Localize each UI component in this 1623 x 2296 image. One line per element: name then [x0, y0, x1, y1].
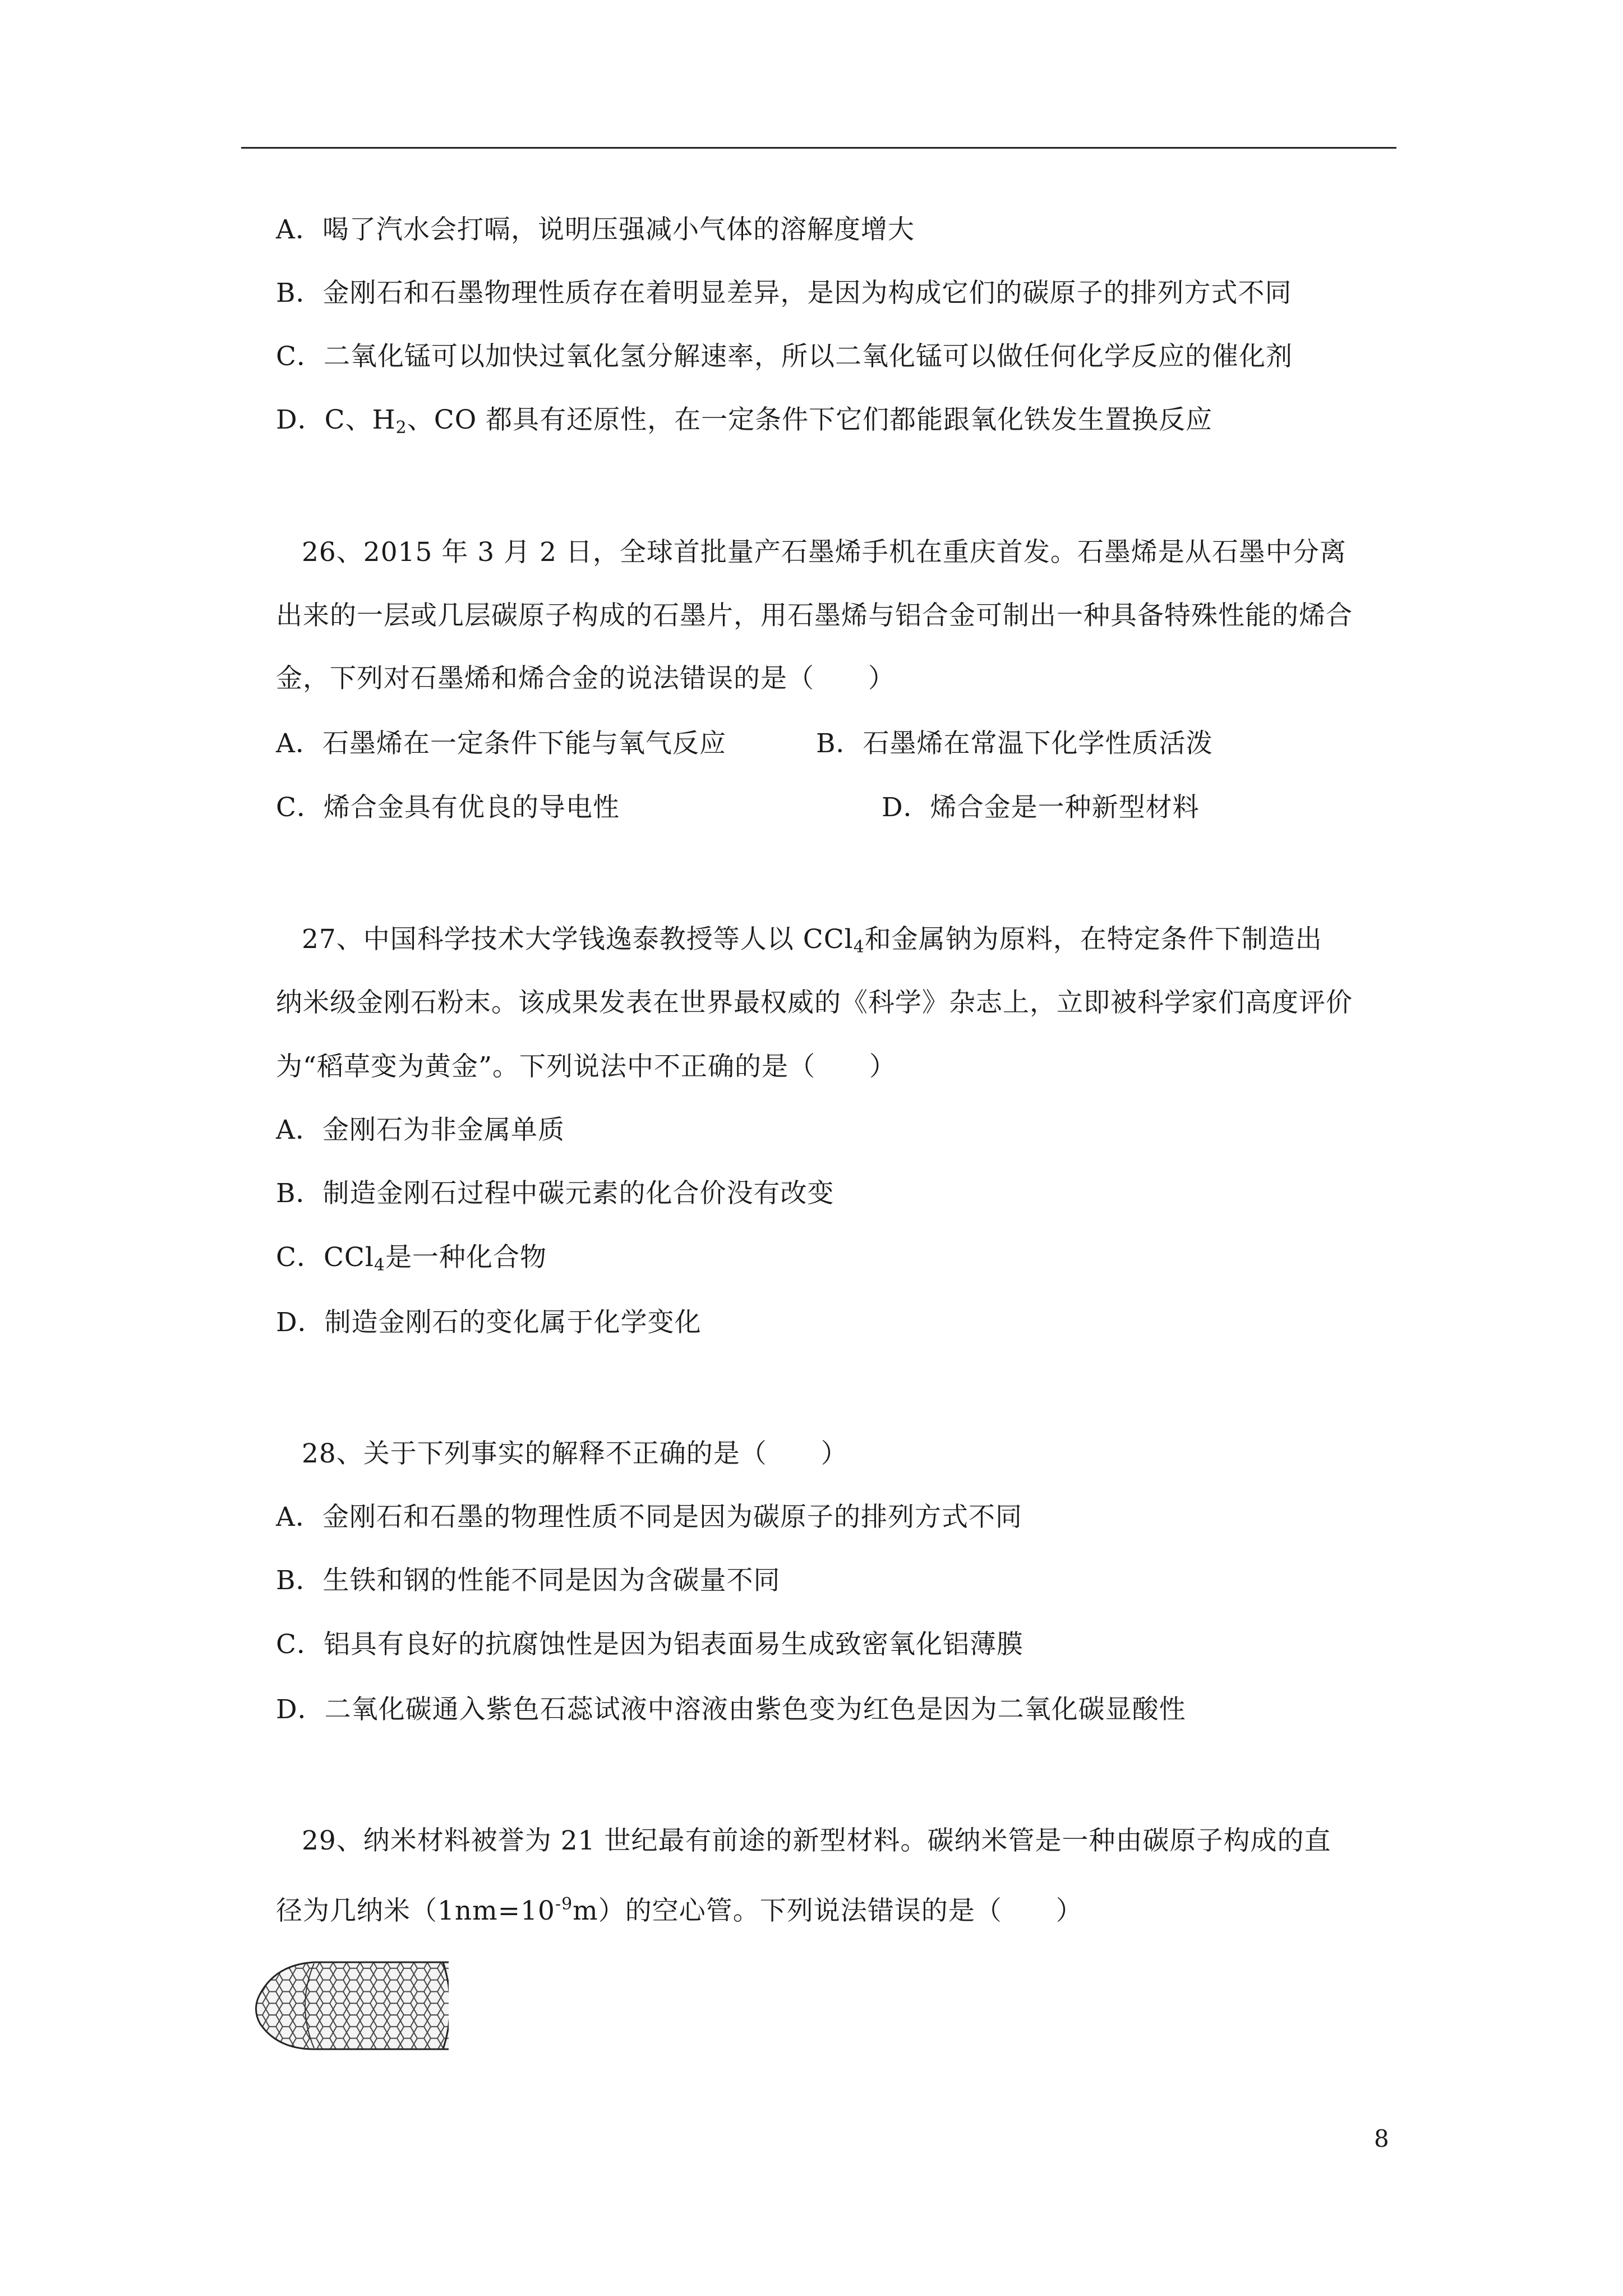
q26-stem-line2: 出来的一层或几层碳原子构成的石墨片，用石墨烯与铝合金可制出一种具备特殊性能的烯合 — [276, 600, 1353, 631]
q27-stem-line2: 纳米级金刚石粉末。该成果发表在世界最权威的《科学》杂志上，立即被科学家们高度评价 — [276, 987, 1353, 1018]
q26-option-a: A．石墨烯在一定条件下能与氧气反应 — [276, 728, 726, 759]
q29-stem-line2 — [276, 1888, 1083, 1928]
q27-line1-post: 和金属钠为原料，在特定条件下制造出 — [864, 924, 1322, 955]
q26-option-c: C．烯合金具有优良的导电性 — [276, 792, 620, 823]
q29-line2-sup: -9 — [555, 1894, 573, 1914]
q26-option-b: B．石墨烯在常温下化学性质活泼 — [816, 728, 1213, 759]
q26-option-d: D．烯合金是一种新型材料 — [882, 792, 1200, 823]
q27-stem-line1 — [302, 923, 1322, 964]
page-number: 8 — [1374, 2125, 1389, 2152]
q27-option-c — [276, 1241, 547, 1282]
q26-stem-line1: 26、2015 年 3 月 2 日，全球首批量产石墨烯手机在重庆首发。石墨烯是从石墨中分离 — [302, 537, 1347, 568]
carbon-nanotube-figure — [252, 1957, 449, 2055]
q25-d-pre: D．C、H — [276, 404, 396, 435]
q27-option-a: A．金刚石为非金属单质 — [276, 1115, 565, 1145]
q28-stem-line1: 28、关于下列事实的解释不正确的是（ ） — [302, 1438, 848, 1469]
q29-stem-line1: 29、纳米材料被誉为 21 世纪最有前途的新型材料。碳纳米管是一种由碳原子构成的直 — [302, 1825, 1331, 1856]
q25-option-a: A．喝了汽水会打嗝，说明压强减小气体的溶解度增大 — [276, 214, 915, 245]
q27-option-b: B．制造金刚石过程中碳元素的化合价没有改变 — [276, 1178, 834, 1209]
q27-line1-pre: 27、中国科学技术大学钱逸泰教授等人以 CCl — [302, 924, 854, 955]
header-rule — [241, 147, 1396, 149]
q25-option-d — [276, 403, 1212, 445]
q25-option-b: B．金刚石和石墨物理性质存在着明显差异，是因为构成它们的碳原子的排列方式不同 — [276, 278, 1292, 309]
q27-stem-line3: 为“稻草变为黄金”。下列说法中不正确的是（ ） — [276, 1051, 897, 1082]
q26-stem-line3: 金，下列对石墨烯和烯合金的说法错误的是（ ） — [276, 663, 895, 694]
q27-c-pre: C．CCl — [276, 1242, 374, 1273]
q28-option-b: B．生铁和钢的性能不同是因为含碳量不同 — [276, 1565, 781, 1596]
q25-d-post: 、CO 都具有还原性，在一定条件下它们都能跟氧化铁发生置换反应 — [407, 404, 1213, 435]
q27-option-d: D．制造金刚石的变化属于化学变化 — [276, 1307, 702, 1338]
q29-line2-pre: 径为几纳米（1nm=10 — [276, 1895, 555, 1926]
q27-c-sub: 4 — [374, 1255, 386, 1275]
q25-option-c: C．二氧化锰可以加快过氧化氢分解速率，所以二氧化锰可以做任何化学反应的催化剂 — [276, 341, 1293, 372]
q28-option-a: A．金刚石和石墨的物理性质不同是因为碳原子的排列方式不同 — [276, 1502, 1022, 1533]
q27-c-post: 是一种化合物 — [385, 1242, 547, 1273]
q25-d-sub: 2 — [395, 418, 407, 438]
q28-option-d: D．二氧化碳通入紫色石蕊试液中溶液由紫色变为红色是因为二氧化碳显酸性 — [276, 1694, 1186, 1725]
q29-line2-post: m）的空心管。下列说法错误的是（ ） — [573, 1895, 1083, 1926]
q28-option-c: C．铝具有良好的抗腐蚀性是因为铝表面易生成致密氧化铝薄膜 — [276, 1629, 1023, 1660]
q27-line1-sub: 4 — [853, 937, 865, 957]
